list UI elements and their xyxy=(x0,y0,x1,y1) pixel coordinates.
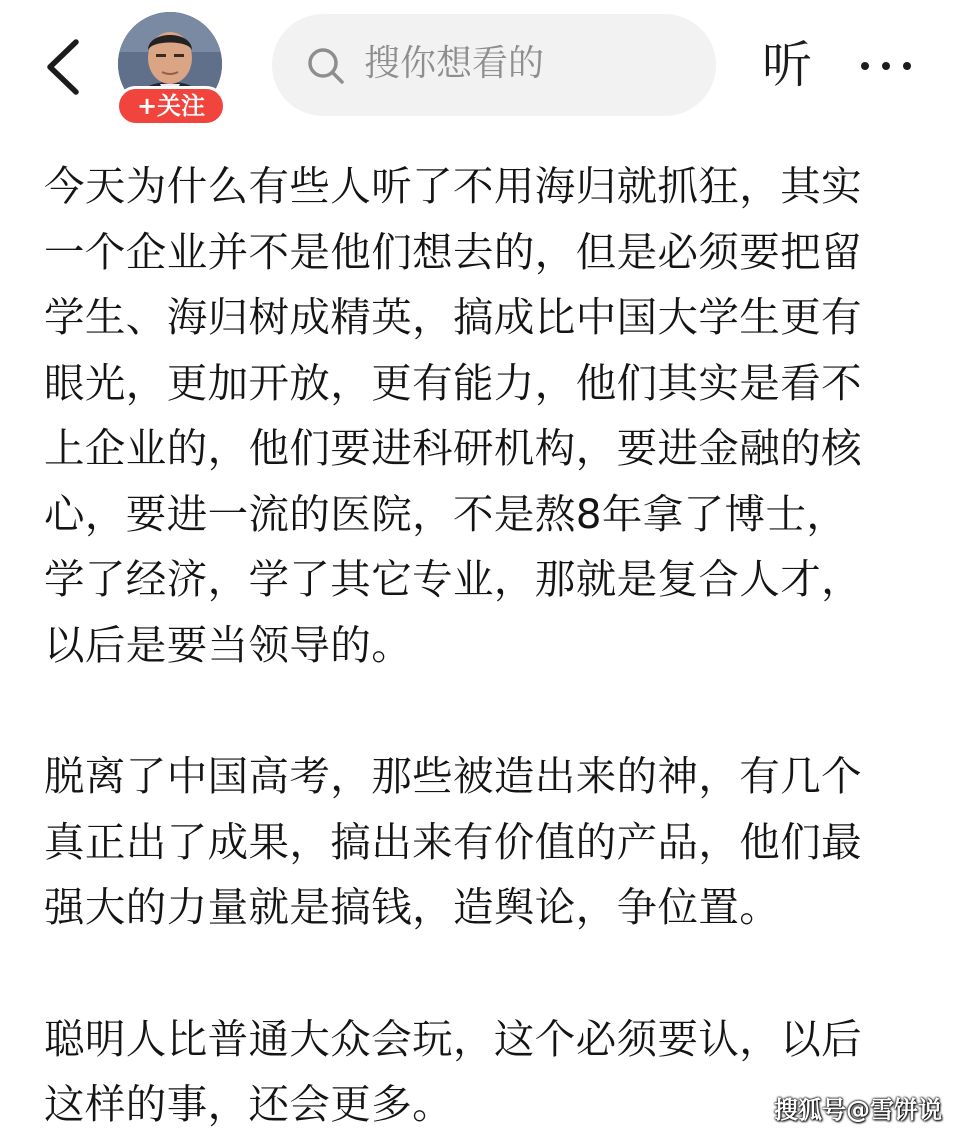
search-icon xyxy=(306,46,346,86)
more-horizontal-icon xyxy=(858,46,914,86)
article-body xyxy=(44,154,924,1138)
back-button[interactable] xyxy=(38,34,88,100)
search-input[interactable] xyxy=(272,14,716,116)
search-placeholder: 搜你想看的 xyxy=(364,43,545,84)
top-navigation-bar xyxy=(0,0,960,130)
more-button[interactable] xyxy=(858,46,914,86)
source-watermark: 搜狐号@雪饼说 xyxy=(774,1096,942,1124)
chevron-left-icon xyxy=(38,34,88,100)
article-paragraph: 今天为什么有些人听了不用海归就抓狂，其实 一个企业并不是他们想去的，但是必须要把留 学生、海归树成精英，搞成比中国大学生更有 眼光，更加开放，更有能力，他们其实是看不 上企业的，他们要进科研机构，要进金融的核 心，要进一流的医院，不是熬8年拿了博士， 学了经济，学了其它专业，那就是复合人才， 以后是要当领导的。 xyxy=(44,162,862,669)
follow-button[interactable]: +关注 xyxy=(116,86,226,126)
article-paragraph: 脱离了中国高考，那些被造出来的神，有几个 真正出了成果，搞出来有价值的产品，他们最 强大的力量就是搞钱，造舆论，争位置。 xyxy=(44,752,862,931)
author-avatar-group xyxy=(116,12,228,122)
listen-button[interactable]: 听 xyxy=(762,36,812,94)
article-paragraph: 聪明人比普通大众会玩，这个必须要认，以后 这样的事，还会更多。 xyxy=(44,1014,862,1128)
